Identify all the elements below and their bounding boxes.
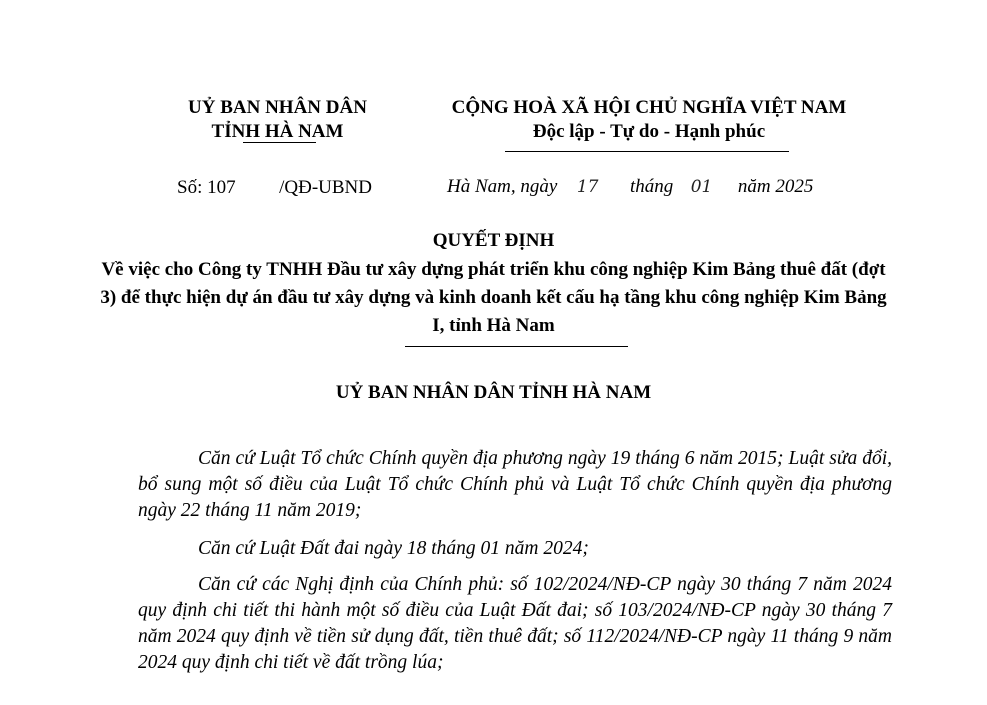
- date-year: năm 2025: [737, 176, 814, 197]
- nation-line-2: Độc lập - Tự do - Hạnh phúc: [532, 121, 766, 142]
- date-month-label: tháng: [629, 176, 674, 197]
- document-number-suffix: /QĐ-UBND: [279, 177, 372, 198]
- date-day: 17: [576, 177, 599, 197]
- nation-line-1: CỘNG HOÀ XÃ HỘI CHỦ NGHĨA VIỆT NAM: [451, 97, 847, 118]
- date-month: 01: [690, 177, 713, 197]
- paragraph-legal-basis-2: Căn cứ Luật Đất đai ngày 18 tháng 01 năm 2024;: [198, 538, 589, 559]
- agency-underline: [243, 142, 316, 143]
- subject-underline: [405, 346, 628, 347]
- paragraph-legal-basis-3: Căn cứ các Nghị định của Chính phủ: số 102/2024/NĐ-CP ngày 30 tháng 7 năm 2024 quy định chi tiết thi hành một số điều của Luật Đất đai; số 103/2024/NĐ-CP ngày 30 tháng 7 năm 2024 quy định về tiền sử dụng đất, tiền thuê đất; số 112/2024/NĐ-CP ngày 11 tháng 9 năm 2024 quy định chi tiết về đất trồng lúa;: [138, 574, 892, 673]
- national-motto: [417, 96, 881, 144]
- issue-date: [447, 175, 813, 199]
- document-number-prefix: Số: 107: [177, 177, 236, 198]
- document-number: [177, 176, 372, 200]
- agency-line-2: TỈNH HÀ NAM: [211, 121, 344, 142]
- document-title: QUYẾT ĐỊNH: [432, 230, 555, 251]
- issuing-agency: [170, 96, 385, 144]
- date-place-label: Hà Nam, ngày: [447, 176, 558, 197]
- agency-line-1: UỶ BAN NHÂN DÂN: [188, 97, 367, 118]
- motto-underline: [505, 151, 789, 152]
- paragraph-legal-basis-1: Căn cứ Luật Tổ chức Chính quyền địa phương ngày 19 tháng 6 năm 2015; Luật sửa đổi, bổ sung một số điều của Luật Tổ chức Chính phủ và Luật Tổ chức Chính quyền địa phương ngày 22 tháng 11 năm 2019;: [138, 448, 892, 521]
- document-subject: Về việc cho Công ty TNHH Đầu tư xây dựng phát triển khu công nghiệp Kim Bảng thuê đất (đợt 3) để thực hiện dự án đầu tư xây dựng và kinh doanh kết cấu hạ tầng khu công nghiệp Kim Bảng I, tỉnh Hà Nam: [100, 259, 887, 336]
- issuing-authority: UỶ BAN NHÂN DÂN TỈNH HÀ NAM: [335, 382, 652, 403]
